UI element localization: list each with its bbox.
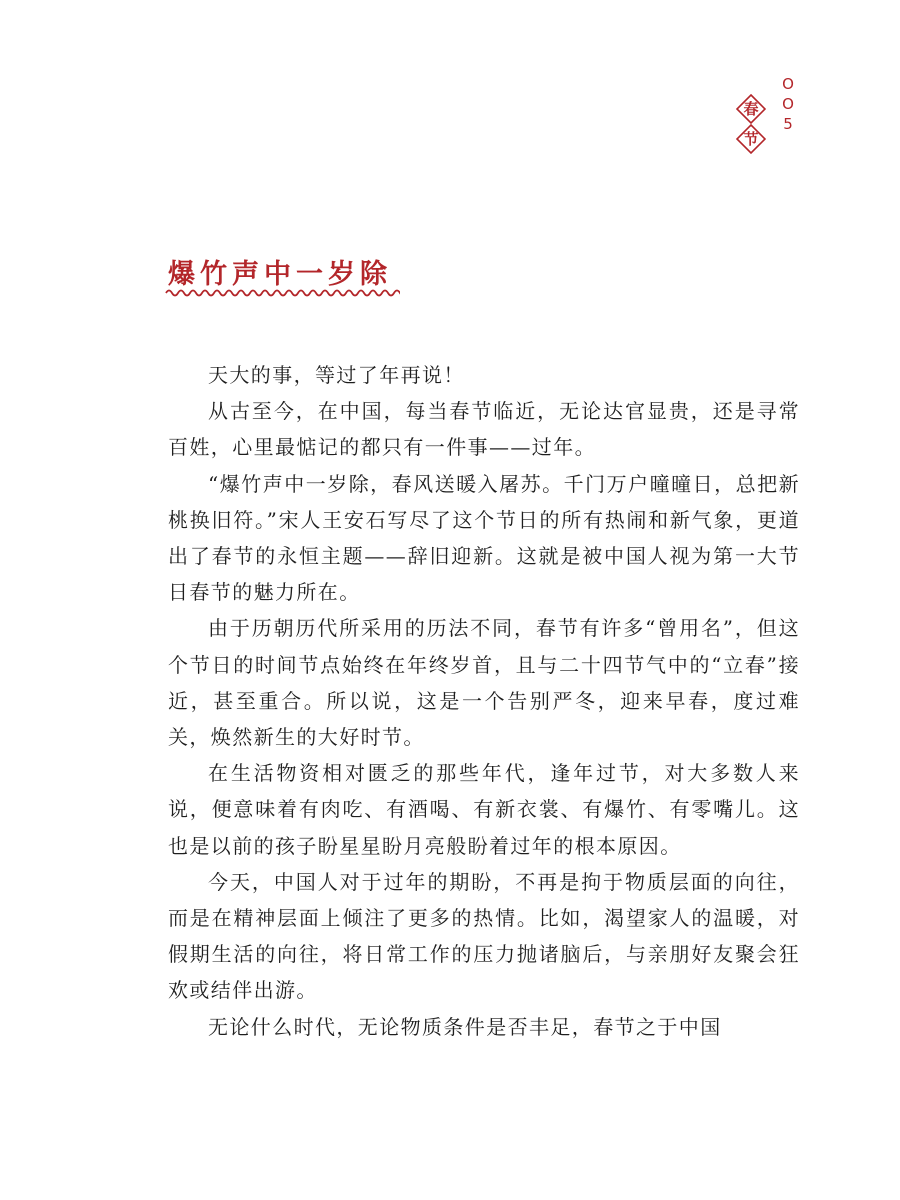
chapter-diamond-bottom xyxy=(736,124,766,154)
paragraph: “爆竹声中一岁除，春风送暖入屠苏。千门万户曈曈日，总把新桃换旧符。”宋人王安石写尽了这个节日的所有热闹和新气象，更道出了春节的永恒主题——辞旧迎新。这就是被中国人视为第一大节日春节的魅力所在。 xyxy=(168,471,800,605)
page-number-digit: O xyxy=(782,95,794,113)
chapter-char-1: 春 xyxy=(743,100,759,118)
page-number-digit: O xyxy=(782,75,794,93)
section-title: 爆竹声中一岁除 xyxy=(168,259,392,290)
paragraph: 从古至今，在中国，每当春节临近，无论达官显贵，还是寻常百姓，心里最惦记的都只有一件事——过年。 xyxy=(168,399,800,460)
paragraph: 今天，中国人对于过年的期盼，不再是拘于物质层面的向往，而是在精神层面上倾注了更多的热情。比如，渴望家人的温暖，对假期生活的向往，将日常工作的压力抛诸脑后，与亲朋好友聚会狂欢或结伴出游。 xyxy=(168,869,800,1003)
page-number-digit: 5 xyxy=(783,115,793,133)
body-text xyxy=(168,357,800,1045)
wavy-underline xyxy=(164,287,400,299)
chapter-marker xyxy=(729,70,809,170)
chapter-char-2: 节 xyxy=(743,130,759,148)
paragraph: 由于历朝历代所采用的历法不同，春节有许多“曾用名”，但这个节日的时间节点始终在年终岁首，且与二十四节气中的“立春”接近，甚至重合。所以说，这是一个告别严冬，迎来早春，度过难关，焕然新生的大好时节。 xyxy=(168,616,800,750)
paragraph: 在生活物资相对匮乏的那些年代，逢年过节，对大多数人来说，便意味着有肉吃、有酒喝、有新衣裳、有爆竹、有零嘴儿。这也是以前的孩子盼星星盼月亮般盼着过年的根本原因。 xyxy=(168,761,800,858)
paragraph: 无论什么时代，无论物质条件是否丰足，春节之于中国 xyxy=(208,1014,722,1039)
chapter-diamond-top xyxy=(736,94,766,124)
page-number xyxy=(780,74,796,134)
paragraph: 天大的事，等过了年再说！ xyxy=(208,363,465,387)
